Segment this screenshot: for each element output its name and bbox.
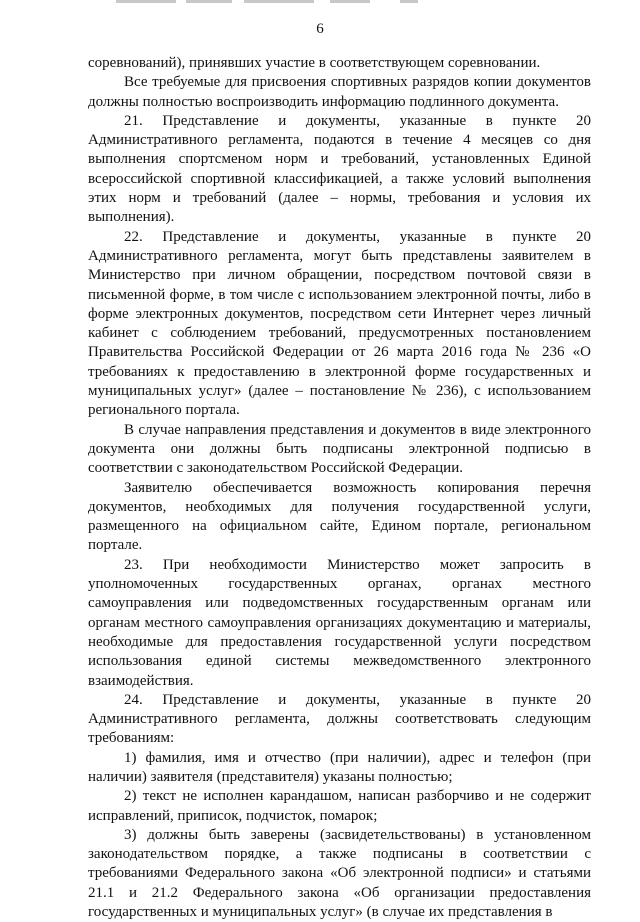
paragraph-electronic-signature: В случае направления представления и документов в виде электронного документа они должны быть подписаны электронной подписью в соответствии с законодательством Российской Федерации. (88, 421, 591, 477)
paragraph-copy-list: Заявителю обеспечивается возможность копирования перечня документов, необходимых для получения государственной услуги, размещенного на официальном сайте, Едином портале, региональном портале. (88, 479, 591, 554)
list-item-2: 2) текст не исполнен карандашом, написан разборчиво и не содержит исправлений, приписок, подчисток, помарок; (88, 788, 591, 824)
paragraph-23: 23. При необходимости Министерство может запросить в уполномоченных государственных органах, органах местного самоуправления или подведомственных государственным органам или органам местного самоуправления организациях документацию и материалы, необходимые для предоставления государственной услуги посредством использования единой системы межведомственного электронного взаимодействия. (88, 556, 591, 689)
paragraph-copies-requirement: Все требуемые для присвоения спортивных разрядов копии документов должны полностью воспроизводить информацию подлинного документа. (88, 74, 591, 110)
document-body (88, 54, 591, 922)
paragraph-22: 22. Представление и документы, указанные в пункте 20 Административного регламента, могут быть представлены заявителем в Министерство при личном обращении, посредством почтовой связи в письменной форме, в том числе с использованием электронной почты, либо в форме электронных документов, посредством сети Интернет через личный кабинет с соблюдением требований, предусмотренных постановлением Правительства Российской Федерации от 26 марта 2016 года № 236 «О требованиях к предоставлению в электронной форме государственных и муниципальных услуг» (далее – постановление № 236), с использованием регионального портала. (88, 228, 591, 419)
scan-edge-artifact (0, 0, 640, 6)
paragraph-21: 21. Представление и документы, указанные в пункте 20 Административного регламента, подаются в течение 4 месяцев со дня выполнения спортсменом норм и требований, установленных Единой всероссийской спортивной классификацией, а также условий выполнения этих норм и требований (далее – нормы, требования и условия их выполнения). (88, 112, 591, 226)
page-number: 6 (316, 21, 324, 37)
list-item-1: 1) фамилия, имя и отчество (при наличии), адрес и телефон (при наличии) заявителя (представителя) указаны полностью; (88, 749, 591, 785)
list-item-3: 3) должны быть заверены (засвидетельствованы) в установленном законодательством порядке, а также подписаны в соответствии с требованиями Федерального закона «Об электронной подписи» и статьями 21.1 и 21.2 Федерального закона «Об организации предоставления государственных и муниципальных услуг» (в случае их представления в (88, 826, 591, 921)
paragraph-24: 24. Представление и документы, указанные в пункте 20 Административного регламента, должны соответствовать следующим требованиям: (88, 691, 591, 747)
paragraph-continuation: соревнований), принявших участие в соответствующем соревновании. (88, 55, 541, 71)
